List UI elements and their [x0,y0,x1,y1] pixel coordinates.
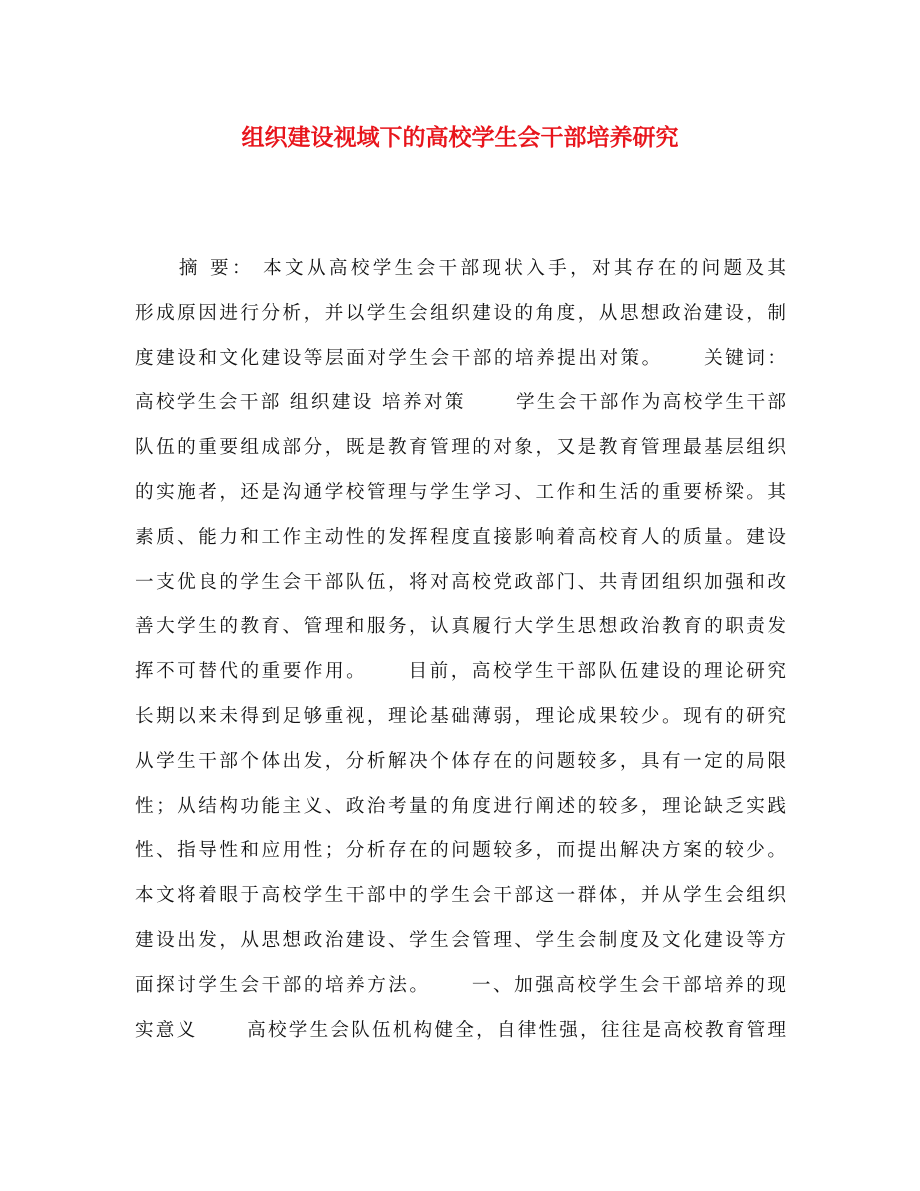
document-body [135,247,786,1053]
paragraph-line: 高校学生会干部 组织建设 培养对策 学生会干部作为高校学生干部 [135,392,786,414]
paragraph-line: 实意义 高校学生会队伍机构健全，自律性强，往往是高校教育管理 [135,1019,786,1041]
paragraph-line: 挥不可替代的重要作用。 目前，高校学生干部队伍建设的理论研究 [135,661,786,683]
paragraph-line: 性；从结构功能主义、政治考量的角度进行阐述的较多，理论缺乏实践 [135,795,786,817]
paragraph-line: 面探讨学生会干部的培养方法。 一、加强高校学生会干部培养的现 [135,974,786,996]
paragraph-line: 素质、能力和工作主动性的发挥程度直接影响着高校育人的质量。建设 [135,526,786,548]
document-title: 组织建设视域下的高校学生会干部培养研究 [241,124,679,151]
paragraph-line: 形成原因进行分析，并以学生会组织建设的角度，从思想政治建设，制 [135,302,786,324]
paragraph-line: 性、指导性和应用性；分析存在的问题较多，而提出解决方案的较少。 [135,840,786,862]
paragraph-line: 队伍的重要组成部分，既是教育管理的对象，又是教育管理最基层组织 [135,437,786,459]
paragraph-line: 从学生干部个体出发，分析解决个体存在的问题较多，具有一定的局限 [135,750,786,772]
paragraph-line: 本文将着眼于高校学生干部中的学生会干部这一群体，并从学生会组织 [135,885,786,907]
paragraph-line: 建设出发，从思想政治建设、学生会管理、学生会制度及文化建设等方 [135,929,786,951]
paragraph-line: 长期以来未得到足够重视，理论基础薄弱，理论成果较少。现有的研究 [135,705,786,727]
paragraph-line: 摘 要： 本文从高校学生会干部现状入手，对其存在的问题及其 [135,258,786,279]
paragraph-line: 度建设和文化建设等层面对学生会干部的培养提出对策。 关键词： [135,347,786,369]
paragraph-line: 善大学生的教育、管理和服务，认真履行大学生思想政治教育的职责发 [135,616,786,638]
paragraph-line: 一支优良的学生会干部队伍，将对高校党政部门、共青团组织加强和改 [135,571,786,593]
paragraph-line: 的实施者，还是沟通学校管理与学生学习、工作和生活的重要桥梁。其 [135,481,786,503]
